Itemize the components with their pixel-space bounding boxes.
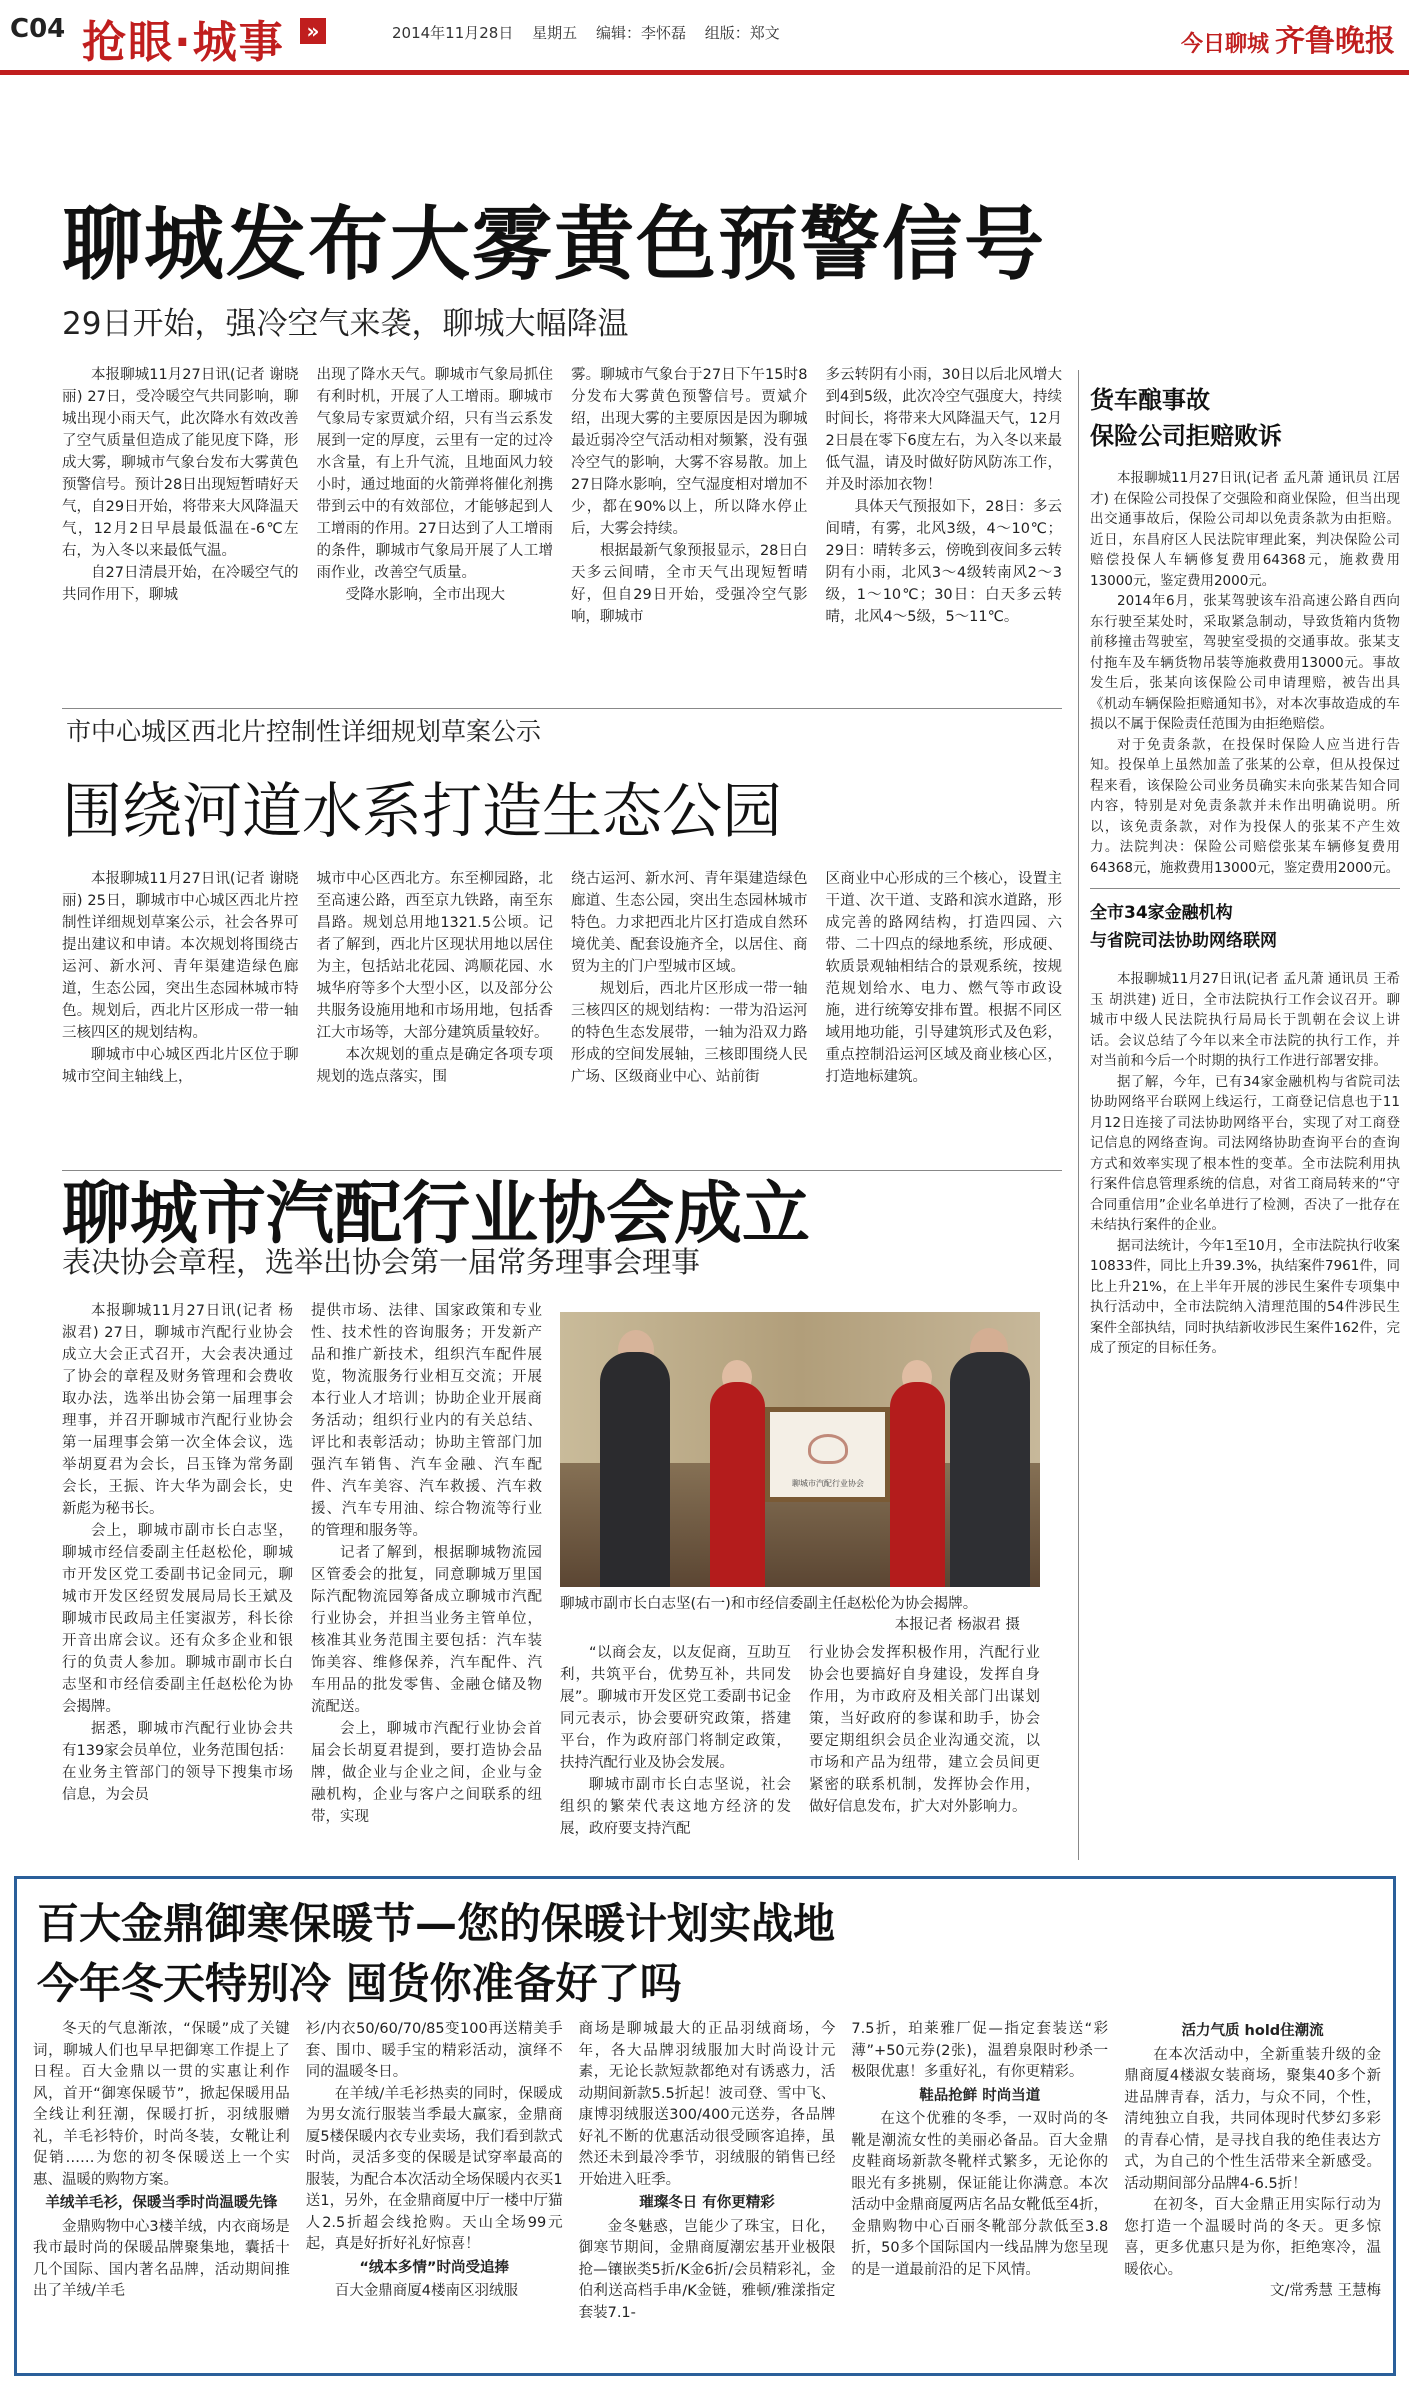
plaque-text: 聊城市汽配行业协会 (792, 1479, 864, 1488)
photo-hostess-left (710, 1382, 765, 1587)
ad-paragraph: 在羊绒/羊毛衫热卖的同时，保暖成为男女流行服装当季最大赢家，金鼎商厦5楼保暖内衣专业卖场，我们看到款式时尚，灵活多变的保暖是试穿率最高的服装，为配合本次活动全场保暖内衣买1送1，另外，在金鼎商厦中厅一楼中厅猫人2.5折超会线抢购。天山全场99元起，真是好折好礼好惊喜！ (305, 2085, 563, 2252)
ad-paragraph: 金鼎购物中心3楼羊绒，内衣商场是我市最时尚的保暖品牌聚集地，囊括十几个国际、国内著名品牌，活动期间推出了羊绒/羊毛 (33, 2218, 290, 2299)
ad-subheading: 羊绒羊毛衫，保暖当季时尚温暖先锋 (45, 2195, 278, 2211)
photo-caption-text: 聊城市副市长白志坚(右一)和市经信委副主任赵松伦为协会揭牌。 (560, 1596, 978, 1612)
page-header (0, 0, 1409, 72)
a3-col-1 (62, 1300, 293, 1866)
advertorial-box (14, 1876, 1396, 2376)
a2-title: 围绕河道水系打造生态公园 (62, 777, 782, 847)
a1-col-4 (826, 364, 1063, 704)
a1-paragraph: 根据最新气象预报显示，28日白天多云间晴，全市天气出现短暂晴好，但自29日开始，受强冷空气影响，聊城市 (571, 543, 808, 625)
header-rule (0, 70, 1409, 75)
ad-subheading: 璀璨冬日 有你更精彩 (639, 2195, 775, 2211)
a2-paragraph: 区商业中心形成的三个核心，设置主干道、次干道、支路和滨水道路，形成完善的路网结构，打造四园、六带、二十四点的绿地系统，形成硬、软质景观轴相结合的景观系统，按规范规划给水、电力、燃气等市政设施，进行统筹安排布置。根据不同区域用地功能，引导建筑形式及色彩，重点控制沿运河区域及商业核心区，打造地标建筑。 (825, 871, 1062, 1085)
ad-paragraph: 在初冬，百大金鼎正用实际行动为您打造一个温暖时尚的冬天。更多惊喜，更多优惠只是为你，拒绝寒冷，温暖依心。 (1124, 2197, 1381, 2278)
ad-paragraph: 冬天的气息渐浓，“保暖”成了关键词，聊城人们也早早把御寒工作提上了日程。百大金鼎以一贯的实惠让利作风，首开“御寒保暖节”，掀起保暖用品全线让利狂潮，保暖打折，羽绒服赠礼，羊毛衫特价，时尚冬装，女靴让利促销……为您的初冬保暖送上一个实惠、温暖的购物方案。 (33, 2021, 290, 2188)
side2-title-2: 与省院司法协助网络联网 (1090, 931, 1277, 951)
section-title: 抢眼·城事 (82, 17, 285, 68)
a3-paragraph: 提供市场、法律、国家政策和专业性、技术性的咨询服务；开发新产品和推广新技术，组织汽车配件展览，物流服务行业相互交流；开展本行业人才培训；协助企业开展商务活动；组织行业内的有关总结、评比和表彰活动；协助主管部门加强汽车销售、汽车金融、汽车配件、汽车美容、汽车救援、汽车救援、汽车专用油、综合物流等行业的管理和服务等。 (311, 1303, 542, 1539)
side2-paragraph: 据司法统计，今年1至10月，全市法院执行收案10833件，同比上升39.3%，执结案件7961件，同比上升21%，在上半年开展的涉民生案件专项集中执行活动中，全市法院纳入清理范围的54件涉民生案件全部执结，同时执结新收涉民生案件162件，完成了预定的目标任务。 (1090, 1237, 1400, 1356)
issue-meta (392, 22, 794, 43)
issue-date: 2014年11月28日 (392, 24, 514, 42)
a1-body (62, 364, 1062, 704)
a1-title: 聊城发布大雾黄色预警信号 (62, 198, 1046, 291)
a3-body-right (560, 1642, 1040, 1862)
a3-body-left (62, 1300, 542, 1866)
photo-hostess-right (890, 1382, 945, 1587)
ad-col-5 (1124, 2019, 1381, 2324)
ad-subheading: 鞋品抢鲜 时尚当道 (919, 2087, 1041, 2104)
ad-paragraph: 金冬魅惑，岂能少了珠宝，日化，御寒节期间，金鼎商厦潮宏基开业极限抢—镶嵌类5折/K金6折/会员精彩礼，金伯利送高档手串/K金链，雅顿/雅漾指定套装7.1- (578, 2218, 836, 2321)
a3-paragraph: 聊城市副市长白志坚说，社会组织的繁荣代表这地方经济的发展，政府要支持汽配 (560, 1777, 791, 1837)
side1-title-1: 货车酿事故 (1090, 386, 1210, 414)
newspaper-brand (1181, 16, 1395, 60)
issue-layout: 组版：郑文 (704, 24, 780, 42)
a1-paragraph: 自27日清晨开始，在冷暖空气的共同作用下，聊城 (62, 565, 299, 603)
plaque-logo-icon (808, 1434, 848, 1464)
side2-body (1090, 969, 1400, 1359)
a3-col-3 (560, 1642, 791, 1862)
a3-title: 聊城市汽配行业协会成立 (62, 1175, 811, 1254)
a2-kicker: 市中心城区西北片控制性详细规划草案公示 (66, 717, 542, 746)
side1-title-2: 保险公司拒赔败诉 (1090, 422, 1282, 450)
a2-paragraph: 规划后，西北片区形成一带一轴三核四区的规划结构：一带为沿运河的特色生态发展带，一轴为沿双力路形成的空间发展轴，三核即围绕人民广场、区级商业中心、站前街 (571, 981, 808, 1085)
ad-paragraph: 7.5折，珀莱雅厂促—指定套装送“彩薄”+50元券(2张)，温碧泉限时秒杀一极限优惠！多重好礼，有你更精彩。 (851, 2021, 1109, 2080)
a2-col-4 (826, 868, 1063, 1208)
side-column (1090, 360, 1400, 1359)
page-number: C04 (10, 14, 66, 44)
a2-col-2 (317, 868, 554, 1208)
photo-credit: 本报记者 杨淑君 摄 (894, 1617, 1020, 1633)
side2-paragraph: 本报聊城11月27日讯(记者 孟凡萧 通讯员 王希玉 胡洪建) 近日，全市法院执行工作会议召开。聊城市中级人民法院执行局局长于凯朝在会议上讲话。会议总结了今年以来全市法院的执行工作，并对当前和今后一个时期的执行工作进行部署安排。 (1090, 971, 1400, 1069)
a2-paragraph: 本报聊城11月27日讯(记者 谢晓丽) 25日，聊城市中心城区西北片控制性详细规划草案公示，社会各界可提出建议和申请。本次规划将围绕古运河、新水河、青年渠建造绿色廊道，生态公园，突出生态园林城市特色。规划后，西北片区形成一带一轴三核四区的规划结构。 (62, 871, 299, 1041)
brand-edition: 今日聊城 (1180, 32, 1269, 57)
column-divider (1078, 370, 1079, 1860)
a3-paragraph: 据悉，聊城市汽配行业协会共有139家会员单位，业务范围包括：在业务主管部门的领导下搜集市场信息，为会员 (62, 1721, 293, 1803)
a2-paragraph: 城市中心区西北方。东至柳园路，北至高速公路，西至京九铁路，南至东昌路。规划总用地1321.5公顷。记者了解到，西北片区现状用地以居住为主，包括站北花园、鸿顺花园、水城华府等多个大型小区，以及部分公共服务设施用地和市场用地，包括香江大市场等，大部分建筑质量较好。 (316, 871, 553, 1041)
a3-paragraph: 会上，聊城市副市长白志坚，聊城市经信委副主任赵松伦，聊城市开发区党工委副书记金同元，聊城市开发区经贸发展局局长王斌及聊城市民政局主任窦淑芳，科长徐开音出席会议。还有众多企业和银行的负责人参加。聊城市副市长白志坚和市经信委副主任赵松伦为协会揭牌。 (62, 1523, 293, 1715)
a1-rule (62, 708, 1062, 709)
brand-logo: 齐鲁晚报 (1275, 24, 1395, 59)
ad-col-3 (579, 2019, 836, 2324)
issue-weekday: 星期五 (532, 24, 578, 42)
side1-paragraph: 2014年6月，张某驾驶该车沿高速公路自西向东行驶至某处时，采取紧急制动，导致货箱内货物前移撞击驾驶室，驾驶室受损的交通事故。张某支付拖车及车辆货物吊装等施救费用13000元。事故发生后，张某向该保险公司申请理赔，被告出具《机动车辆保险拒赔通知书》，对本次事故造成的车损以不属于保险责任范围为由拒绝赔偿。 (1090, 593, 1400, 732)
a3-paragraph: 行业协会发挥积极作用，汽配行业协会也要搞好自身建设，发挥自身作用，为市政府及相关部门出谋划策，当好政府的参谋和助手，协会要定期组织会员企业沟通交流，以市场和产品为纽带，建立会员间更紧密的联系机制，发挥协会作用，做好信息发布，扩大对外影响力。 (809, 1645, 1040, 1815)
a1-col-1 (62, 364, 299, 704)
a1-paragraph: 多云转阴有小雨，30日以后北风增大到4到5级，此次冷空气强度大，持续时间长，将带来大风降温天气，12月2日晨在零下6度左右，为入冬以来最低气温，请及时做好防风防冻工作，并及时添加衣物！ (825, 367, 1062, 493)
a2-col-1 (62, 868, 299, 1208)
a1-paragraph: 雾。聊城市气象台于27日下午15时8分发布大雾黄色预警信号。贾斌介绍，出现大雾的主要原因是因为聊城最近弱冷空气活动相对频繁，没有强冷空气的影响，大雾不容易散。加上27日降水影响，空气湿度相对增加不少，都在90%以上，所以降水停止后，大雾会持续。 (571, 367, 808, 537)
side1-paragraph: 对于免责条款，在投保时保险人应当进行告知。投保单上虽然加盖了张某的公章，但从投保过程来看，该保险公司业务员确实未向张某告知合同内容，特别是对免责条款并未作出明确说明。所以，该免责条款，对作为投保人的张某不产生效力。法院判决：保险公司赔偿张某车辆修复费用64368元，施救费用13000元，鉴定费用2000元。 (1090, 736, 1400, 876)
a3-paragraph: 会上，聊城市汽配行业协会首届会长胡夏君提到，要打造协会品牌，做企业与企业之间，企业与金融机构，企业与客户之间联系的纽带，实现 (311, 1721, 542, 1825)
ad-byline: 文/常秀慧 王慧梅 (1269, 2283, 1381, 2299)
side2-title-1: 全市34家金融机构 (1090, 903, 1233, 923)
ad-col-1 (33, 2019, 290, 2324)
ad-col-2 (306, 2019, 563, 2324)
ad-paragraph: 衫/内衣50/60/70/85变100再送精美手套、围巾、暖手宝的精彩活动，演绎不同的温暖冬日。 (305, 2021, 563, 2080)
photo-person-right (950, 1352, 1030, 1587)
side1-body (1090, 468, 1400, 878)
a1-col-2 (317, 364, 554, 704)
side1-paragraph: 本报聊城11月27日讯(记者 孟凡萧 通讯员 江居才) 在保险公司投保了交强险和商业保险，但当出现出交通事故后，保险公司却以免责条款为由拒赔。近日，东昌府区人民法院审理此案，判决保险公司赔偿投保人车辆修复费用64368元，施救费用13000元，鉴定费用2000元。 (1090, 470, 1400, 589)
photo-person-left (600, 1352, 670, 1587)
ad-col-4 (851, 2019, 1108, 2324)
a1-paragraph: 受降水影响，全市出现大 (345, 587, 505, 603)
a3-paragraph: “以商会友，以友促商，互助互利，共筑平台，优势互补，共同发展”。聊城市开发区党工委副书记金同元表示，协会要研究政策，搭建平台，作为政府部门将制定政策，扶持汽配行业及协会发展。 (560, 1645, 791, 1771)
ad-title-1: 百大金鼎御寒保暖节—您的保暖计划实战地 (37, 1899, 836, 1948)
issue-editor: 编辑：李怀磊 (595, 24, 686, 42)
a1-col-3 (571, 364, 808, 704)
ad-paragraph: 百大金鼎商厦4楼南区羽绒服 (334, 2283, 519, 2299)
section-arrow-icon: » (300, 18, 326, 44)
a3-paragraph: 记者了解到，根据聊城物流园区管委会的批复，同意聊城万里国际汽配物流园筹备成立聊城市汽配行业协会，并担当业务主管单位，核准其业务范围主要包括：汽车装饰美容、维修保养，汽车配件、汽车用品的批发零售、金融仓储及物流配送。 (311, 1545, 542, 1715)
a1-paragraph: 本报聊城11月27日讯(记者 谢晓丽) 27日，受冷暖空气共同影响，聊城出现小雨天气，此次降水有效改善了空气质量但造成了能见度下降，形成大雾，聊城市气象台发布大雾黄色预警信号。预计28日出现短暂晴好天气，自29日开始，将带来大风降温天气，12月2日早晨最低温在-6℃左右，为入冬以来最低气温。 (62, 367, 299, 559)
a1-subtitle: 29日开始，强冷空气来袭，聊城大幅降温 (62, 306, 629, 342)
ad-paragraph: 在本次活动中，全新重装升级的金鼎商厦4楼淑女装商场，聚集40多个新进品牌青春，活力，与众不同，个性，清纯独立自我，共同体现时代梦幻多彩的青春心情，是寻找自我的绝佳表达方式，为自己的个性生活带来全新感受。活动期间部分品牌4-6.5折！ (1124, 2046, 1381, 2192)
a3-paragraph: 本报聊城11月27日讯(记者 杨淑君) 27日，聊城市汽配行业协会成立大会正式召开，大会表决通过了协会的章程及财务管理和会费收取办法，选举出协会第一届理事会理事，并召开聊城市汽配行业协会第一届理事会第一次全体会议，选举胡夏君为会长，吕玉锋为常务副会长，王振、许大华为副会长，史新彪为秘书长。 (62, 1303, 293, 1517)
a2-paragraph: 本次规划的重点是确定各项专项规划的选点落实，围 (316, 1047, 553, 1085)
a2-col-3 (571, 868, 808, 1208)
ad-subheading: 活力气质 hold住潮流 (1181, 2023, 1324, 2039)
photo-caption (560, 1594, 1040, 1636)
association-plaque (765, 1407, 890, 1502)
ad-paragraph: 在这个优雅的冬季，一双时尚的冬靴是潮流女性的美丽必备品。百大金鼎皮鞋商场新款冬靴样式繁多，无论你的眼光有多挑剔，保证能让你满意。本次活动中金鼎商厦两店名品女靴低至4折，金鼎购物中心百丽冬靴部分款低至3.8折，50多个国际国内一线品牌为您呈现的是一道最前沿的足下风情。 (851, 2111, 1109, 2278)
ad-paragraph: 商场是聊城最大的正品羽绒商场，今年，各大品牌羽绒服加大时尚设计元素，无论长款短款都绝对有诱惑力，活动期间新款5.5折起！波司登、雪中飞、康博羽绒服送300/400元送券，各品牌好礼不断的优惠活动很受顾客追捧，虽然还未到最冷季节，羽绒服的销售已经开始进入旺季。 (578, 2021, 836, 2188)
side-rule (1090, 888, 1400, 889)
a2-paragraph: 聊城市中心城区西北片区位于聊城市空间主轴线上， (62, 1047, 299, 1085)
a3-col-4 (809, 1642, 1040, 1862)
association-photo (560, 1312, 1040, 1587)
a1-paragraph: 具体天气预报如下，28日：多云间晴，有雾，北风3级，4～10℃；29日：晴转多云，傍晚到夜间多云转阴有小雨，北风3～4级转南风2～3级，1～10℃；30日：白天多云转晴，北风4～5级，5～11℃。 (825, 499, 1062, 625)
a3-col-2 (311, 1300, 542, 1866)
ad-body (33, 2019, 1381, 2324)
a2-body (62, 868, 1062, 1208)
ad-title-2: 今年冬天特别冷 囤货你准备好了吗 (37, 1959, 682, 2008)
a3-subtitle: 表决协会章程，选举出协会第一届常务理事会理事 (62, 1245, 701, 1279)
a1-paragraph: 出现了降水天气。聊城市气象局抓住有利时机，开展了人工增雨。聊城市气象局专家贾斌介绍，只有当云系发展到一定的厚度，云里有一定的过冷水含量，有上升气流，且地面风力较小时，通过地面的火箭弹将催化剂携带到云中的有效部位，才能够起到人工增雨的作用。27日达到了人工增雨的条件，聊城市气象局开展了人工增雨作业，改善空气质量。 (316, 367, 553, 581)
a2-paragraph: 绕古运河、新水河、青年渠建造绿色廊道、生态公园，突出生态园林城市特色。力求把西北片区打造成自然环境优美、配套设施齐全，以居住、商贸为主的门户型城市区域。 (571, 871, 808, 975)
ad-subheading: “绒本多情”时尚受追捧 (359, 2259, 509, 2276)
side2-paragraph: 据了解，今年，已有34家金融机构与省院司法协助网络平台联网上线运行，工商登记信息也于11月12日连接了司法协助网络平台，实现了对工商登记信息的网络查询。司法网络协助查询平台的查询方式和效率实现了根本性的变革。全市法院利用执行案件信息管理系统的信息，对省工商局转来的“守合同重信用”企业名单进行了检测，否决了一批存在未结执行案件的企业。 (1090, 1073, 1400, 1233)
